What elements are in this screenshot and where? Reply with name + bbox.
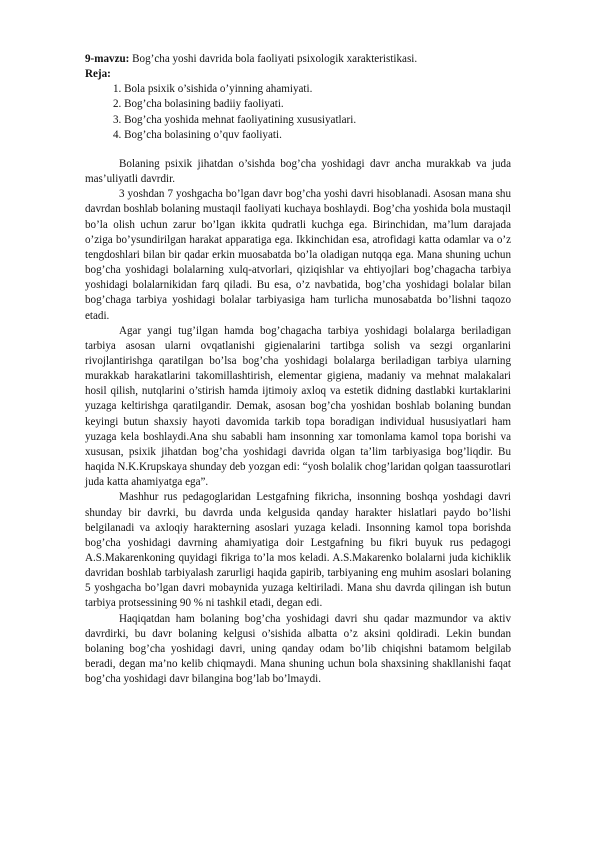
plan-item: 4. Bog’cha bolasining o’quv faoliyati. [113, 128, 282, 141]
plan-item: 3. Bog’cha yoshida mehnat faoliyatining xususiyatlari. [113, 113, 357, 126]
plan-item: 1. Bola psixik o’sishida o’yinning ahamiyati. [113, 83, 313, 96]
topic-title: Bog’cha yoshi davrida bola faoliyati psixologik xarakteristikasi. [132, 53, 418, 65]
body-paragraph: 3 yoshdan 7 yoshgacha bo’lgan davr bog’cha yoshi davri hisoblanadi. Asosan mana shu davrdan boshlab bolaning mustaqil faoliyati kuchaya boshlaydi. Bog’cha yoshida bola mustaqil bo’la olish uchun zarur bo’lgan ikkita qudratli kuchga ega. Birinchidan, ma’lum darajada o’ziga bo’ysundirilgan harakat apparatiga ega. Ikkinchidan esa, atrofidagi katta odamlar va o’z tengdoshlari bilan bir qadar erkin muosabatda bo’la oladigan nutqqa ega. Mana shuning uchun bog’cha yoshidagi bolalarning xulq-atvorlari, qiziqishlar va ehtiyojlari bog’chagacha tarbiya yoshidagi bolalarnikidan farq qiladi. Bu esa, o’z navbatida, bog’cha yoshidagi bolalar bilan bog’chaga tarbiya yoshidagi bolalar tarbiyasiga ham turlicha munosabatda bo’lishni taqozo etadi. [85, 188, 511, 322]
body-paragraph: Mashhur rus pedagoglaridan Lestgafning fikricha, insonning boshqa yoshdagi davri shunday bir davrki, bu davrda unda kelgusida qanday harakter hislatlari paydo bo’lishi belgilanadi va axloqiy harakterning asoslari yuzaga keladi. Insonning kamol topa borishda bog’cha yoshidagi davrning ahamiyatiga doir Lestgafning bu fikri buyuk rus pedagogi A.S.Makarenkoning quyidagi fikriga to’la mos keladi. A.S.Makarenko bolalarni juda kichiklik davridan boshlab tarbiyalash zarurligi haqida gapirib, tarbiyaning eng muhim asoslari bolaning 5 yoshgacha bo’lgan davri mobaynida yuzaga keltiriladi. Mana shu davrda qilingan ish butun tarbiya protsessining 90 % ni tashkil etadi, degan edi. [85, 491, 511, 610]
body-paragraph: Haqiqatdan ham bolaning bog’cha yoshidagi davri shu qadar mazmundor va aktiv davrdirki, bu davr bolaning kelgusi o’sishida albatta o’z aksini qoldiradi. Lekin bundan bolaning bog’cha yoshidagi davri, uning qanday odam bo’lib chiqishni batamom belgilab beradi, degan ma’no kelib chiqmaydi. Mana shuning uchun bola shaxsining shakllanishi faqat bog’cha yoshidagi davr bilangina bog’lab bo’lmaydi. [85, 612, 511, 686]
topic-heading [85, 52, 511, 67]
plan-label: Reja: [85, 68, 111, 81]
document-page [85, 52, 511, 687]
spacer [85, 143, 511, 157]
plan-item: 2. Bog’cha bolasining badiiy faoliyati. [113, 98, 284, 111]
plan-heading [85, 67, 511, 82]
topic-label: 9-mavzu: [85, 53, 130, 65]
plan-list [85, 82, 511, 143]
body-paragraph: Agar yangi tug’ilgan hamda bog’chagacha tarbiya yoshidagi bolalarga beriladigan tarbiya asosan ularni ovqatlanishi gigienalarini tartibga solish va sezgi organlarini rivojlantirishga qaratilgan bo’lsa bog’cha yoshidagi bolalarga beriladigan tarbiya ularning murakkab harakatlarini takomillashtirish, elementar gigiena, madaniy va mehnat malakalari hosil qilish, nutqlarini o’stirish hamda ijtimoiy axloq va estetik didning dastlabki kurtaklarini yuzaga keltirishga qaratilgandir. Demak, asosan bog’cha yoshidan boshlab bolaning bundan keyingi butun shaxsiy hayoti davomida tarkib topa boradigan individual hususiyatlari ham yuzaga kela boshlaydi.Ana shu sababli ham insonning xar tomonlama kamol topa borishi va xususan, psixik jihatdan bog’cha yoshidagi davrida olgan ta’lim tarbiyasiga bog’liqdir. Bu haqida N.K.Krupskaya shunday deb yozgan edi: “yosh bolalik chog’laridan qolgan taassurotlari juda katta ahamiyatga ega”. [85, 324, 511, 489]
body-paragraph: Bolaning psixik jihatdan o’sishda bog’cha yoshidagi davr ancha murakkab va juda mas’uliyatli davrdir. [85, 157, 511, 186]
